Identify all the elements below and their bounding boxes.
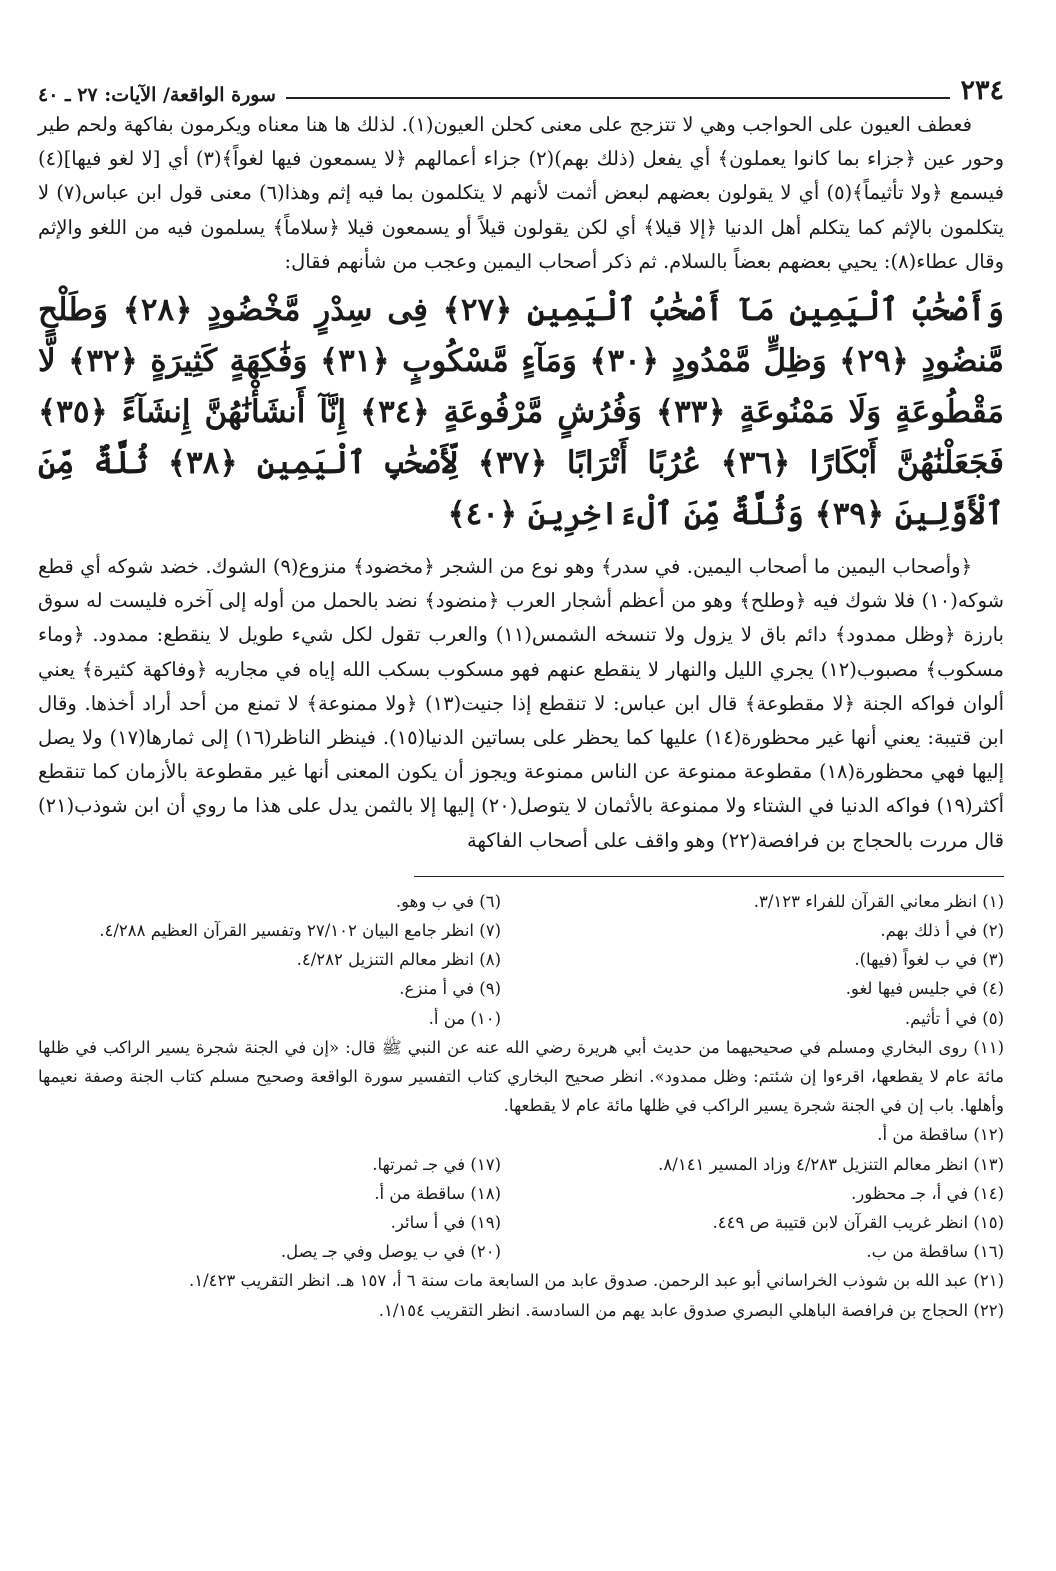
footnotes-col-right-2 <box>541 1150 1004 1267</box>
footnotes-group-1 <box>38 887 1004 1033</box>
footnote-14: (١٤) في أ، جـ محظور. <box>851 1183 1004 1203</box>
footnote-12: (١٢) ساقطة من أ. <box>877 1125 1004 1145</box>
footnote-20: (٢٠) في ب يوصل وفي جـ يصل. <box>280 1242 501 1262</box>
footnote-9: (٩) في أ منزع. <box>399 979 501 999</box>
footnote-4: (٤) في جليس فيها لغو. <box>845 979 1004 999</box>
footnote-7: (٧) انظر جامع البيان ٢٧/١٠٢ وتفسير القرآن العظيم ٤/٢٨٨. <box>99 921 501 941</box>
footnotes-group-2 <box>38 1150 1004 1267</box>
footnotes-col-left-1 <box>38 887 501 1033</box>
header-rule <box>286 97 951 99</box>
footnote-divider <box>414 876 1004 877</box>
footnote-19: (١٩) في أ سائر. <box>390 1213 501 1233</box>
page-number: ٢٣٤ <box>960 75 1004 106</box>
footnote-17: (١٧) في جـ ثمرتها. <box>372 1154 501 1174</box>
footnote-22: (٢٢) الحجاج بن فرافصة الباهلي البصري صدوق عابد يهم من السادسة. انظر التقريب ١/١٥٤. <box>378 1300 1004 1320</box>
footnote-1: (١) انظر معاني القرآن للفراء ٣/١٢٣. <box>753 891 1004 911</box>
footnote-18: (١٨) ساقطة من أ. <box>374 1183 501 1203</box>
footnote-3: (٣) في ب لغواً (فيها). <box>854 950 1004 970</box>
footnote-6: (٦) في ب وهو. <box>395 891 501 911</box>
footnotes <box>38 887 1004 1325</box>
main-text-continued <box>38 550 1004 858</box>
footnote-16: (١٦) ساقطة من ب. <box>866 1242 1004 1262</box>
surah-title: سورة الواقعة/ الآيات: ٢٧ ـ ٤٠ <box>38 84 276 106</box>
quran-verses: وَأَصْحَٰبُ ٱلْيَمِينِ مَآ أَصْحَٰبُ ٱلْيَمِينِ ﴿٢٧﴾ فِى سِدْرٍ مَّخْضُودٍ ﴿٢٨﴾ وَطَلْحٍ مَّنضُودٍ ﴿٢٩﴾ وَظِلٍّ مَّمْدُودٍ ﴿٣٠﴾ وَمَآءٍ مَّسْكُوبٍ ﴿٣١﴾ وَفَٰكِهَةٍ كَثِيرَةٍ ﴿٣٢﴾ لَّا مَقْطُوعَةٍ وَلَا مَمْنُوعَةٍ ﴿٣٣﴾ وَفُرُشٍ مَّرْفُوعَةٍ ﴿٣٤﴾ إِنَّآ أَنشَأْنَٰهُنَّ إِنشَآءً ﴿٣٥﴾ فَجَعَلْنَٰهُنَّ أَبْكَارًا ﴿٣٦﴾ عُرُبًا أَتْرَابًا ﴿٣٧﴾ لِّأَصْحَٰبِ ٱلْيَمِينِ ﴿٣٨﴾ ثُلَّةٌ مِّنَ ٱلْأَوَّلِينَ ﴿٣٩﴾ وَثُلَّةٌ مِّنَ ٱلْءَاخِرِينَ ﴿٤٠﴾ <box>38 292 1005 533</box>
footnotes-col-left-2 <box>38 1150 501 1267</box>
footnote-8: (٨) انظر معالم التنزيل ٤/٢٨٢. <box>296 950 501 970</box>
footnote-5: (٥) في أ تأثيم. <box>904 1008 1004 1028</box>
commentary-paragraph-2: ﴿وأصحاب اليمين ما أصحاب اليمين. في سدر﴾ وهو نوع من الشجر ﴿مخضود﴾ منزوع(٩) الشوك. خضد شوكه أي قطع شوكه(١٠) فلا شوك فيه ﴿وطلح﴾ وهو من أعظم أشجار العرب ﴿منضود﴾ نضد بالحمل من أوله إلى آخره فليست له سوق بارزة ﴿وظل ممدود﴾ دائم باق لا يزول ولا تنسخه الشمس(١١) والعرب تقول لكل شيء طويل لا ينقطع: ممدود. ﴿وماء مسكوب﴾ مصبوب(١٢) يجري الليل والنهار لا ينقطع عنهم فهو مسكوب بسكب الله إياه في مجاريه ﴿وفاكهة كثيرة﴾ يعني ألوان فواكه الجنة ﴿لا مقطوعة﴾ قال ابن عباس: لا تنقطع إذا جنيت(١٣) ﴿ولا ممنوعة﴾ لا تمنع من أحد أراد أخذها. وقال ابن قتيبة: يعني أنها غير محظورة(١٤) عليها كما يحظر على بساتين الدنيا(١٥). فينظر الناظر(١٦) إلى ثمارها(١٧) ولا يصل إليها فهي محظورة(١٨) مقطوعة ممنوعة عن الناس ممنوعة ويجوز أن يكون المعنى أنها غير مقطوعة بالأزمان كما تنقطع أكثر(١٩) فواكه الدنيا في الشتاء ولا ممنوعة بالأثمان لا يتوصل(٢٠) إليها إلا بالثمن يدل على هذا ما روي أن ابن شوذب(٢١) قال مررت بالحجاج بن فرافصة(٢٢) وهو واقف على أصحاب الفاكهة <box>38 555 1005 852</box>
footnote-15: (١٥) انظر غريب القرآن لابن قتيبة ص ٤٤٩. <box>712 1213 1004 1233</box>
page-header <box>38 72 1004 106</box>
footnote-11: (١١) روى البخاري ومسلم في صحيحيهما من حديث أبي هريرة رضي الله عنه عن النبي ﷺ قال: «إن في الجنة شجرة يسير الراكب في ظلها مائة عام لا يقطعها، اقرءوا إن شئتم: وظل ممدود». انظر صحيح البخاري كتاب التفسير سورة الواقعة وصحيح مسلم كتاب الجنة وصفة نعيمها وأهلها. باب إن في الجنة شجرة يسير الراكب في ظلها مائة عام لا يقطعها. <box>38 1037 1004 1116</box>
main-text <box>38 108 1004 279</box>
footnote-21: (٢١) عبد الله بن شوذب الخراساني أبو عبد الرحمن. صدوق عابد من السابعة مات سنة ٦ أ، ١٥٧ هـ. انظر التقريب ١/٤٢٣. <box>189 1271 1004 1291</box>
footnote-2: (٢) في أ ذلك بهم. <box>880 921 1004 941</box>
footnote-10: (١٠) من أ. <box>428 1008 501 1028</box>
commentary-paragraph-1: فعطف العيون على الحواجب وهي لا تتزجج على معنى كحلن العيون(١). لذلك ها هنا معناه ويكرمون بفاكهة ولحم طير وحور عين ﴿جزاء بما كانوا يعملون﴾ أي يفعل (ذلك بهم)(٢) جزاء أعمالهم ﴿لا يسمعون فيها لغواً﴾(٣) أي [لا لغو فيها](٤) فيسمع ﴿ولا تأثيماً﴾(٥) أي لا يقولون بعضهم لبعض أثمت لأنهم لا يتكلمون بما فيه إثم وهذا(٦) معنى قول ابن عباس(٧) لا يتكلمون بالإثم كما يتكلم أهل الدنيا ﴿إلا قيلا﴾ أي لكن يقولون قيلاً أو يسمعون قيلا ﴿سلاماً﴾ يسلمون فيه من اللغو والإثم وقال عطاء(٨): يحيي بعضهم بعضاً بالسلام. ثم ذكر أصحاب اليمين وعجب من شأنهم فقال: <box>38 113 1005 273</box>
footnote-13: (١٣) انظر معالم التنزيل ٤/٢٨٣ وزاد المسير ٨/١٤١. <box>658 1154 1004 1174</box>
footnotes-col-right-1 <box>541 887 1004 1033</box>
